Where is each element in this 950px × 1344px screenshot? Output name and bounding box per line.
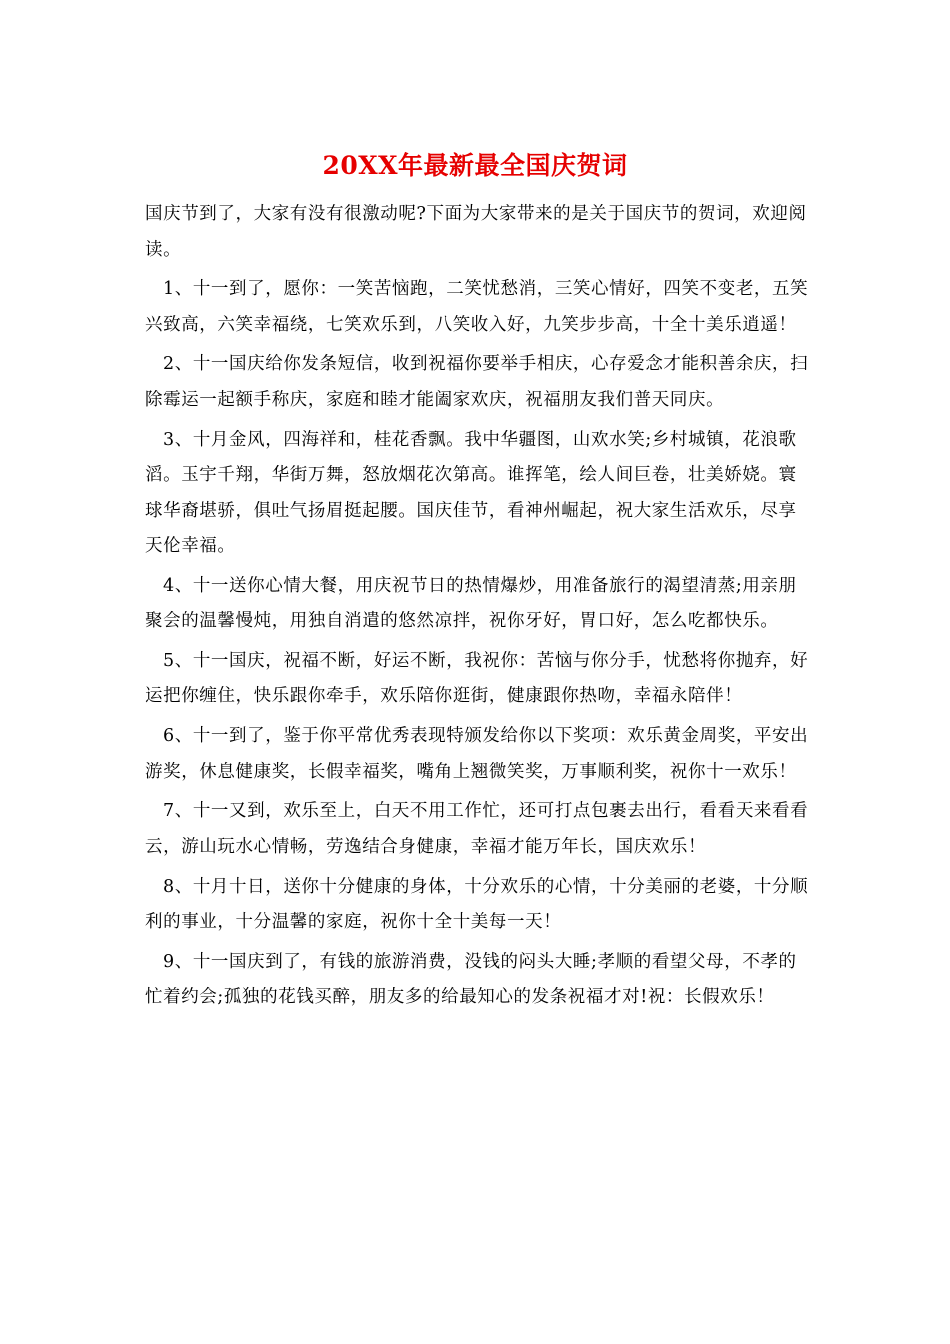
greeting-paragraph-8: 8、十月十日，送你十分健康的身体，十分欢乐的心情，十分美丽的老婆，十分顺利的事业，十分温馨的家庭，祝你十全十美每一天！ [145, 876, 809, 932]
greeting-paragraph-1: 1、十一到了，愿你：一笑苦恼跑，二笑忧愁消，三笑心情好，四笑不变老，五笑兴致高，六笑幸福绕，七笑欢乐到，八笑收入好，九笑步步高，十全十美乐逍遥！ [145, 279, 809, 335]
document-title: 20XX年最新最全国庆贺词 [322, 151, 628, 180]
document-body [145, 197, 813, 1020]
intro-paragraph: 国庆节到了，大家有没有很激动呢?下面为大家带来的是关于国庆节的贺词，欢迎阅读。 [145, 204, 807, 260]
greeting-paragraph-3: 3、十月金风，四海祥和，桂花香飘。我中华疆图，山欢水笑;乡村城镇，花浪歌滔。玉宇千翔，华街万舞，怒放烟花次第高。谁挥笔，绘人间巨卷，壮美娇娆。寰球华裔堪骄，俱吐气扬眉挺起腰。国庆佳节，看神州崛起，祝大家生活欢乐，尽享天伦幸福。 [145, 429, 797, 557]
greeting-paragraph-4: 4、十一送你心情大餐，用庆祝节日的热情爆炒，用准备旅行的渴望清蒸;用亲朋聚会的温馨慢炖，用独自消遣的悠然凉拌，祝你牙好，胃口好，怎么吃都快乐。 [145, 575, 797, 632]
greeting-paragraph-6: 6、十一到了，鉴于你平常优秀表现特颁发给你以下奖项：欢乐黄金周奖，平安出游奖，休息健康奖，长假幸福奖，嘴角上翘微笑奖，万事顺利奖，祝你十一欢乐！ [145, 726, 809, 782]
greeting-paragraph-2: 2、十一国庆给你发条短信，收到祝福你要举手相庆，心存爱念才能积善余庆，扫除霉运一起额手称庆，家庭和睦才能阖家欢庆，祝福朋友我们普天同庆。 [145, 354, 809, 410]
greeting-paragraph-7: 7、十一又到，欢乐至上，白天不用工作忙，还可打点包裹去出行，看看天来看看云，游山玩水心情畅，劳逸结合身健康，幸福才能万年长，国庆欢乐！ [145, 801, 809, 857]
greeting-paragraph-5: 5、十一国庆，祝福不断，好运不断，我祝你：苦恼与你分手，忧愁将你抛弃，好运把你缠住，快乐跟你牵手，欢乐陪你逛街，健康跟你热吻，幸福永陪伴！ [145, 650, 809, 707]
greeting-paragraph-9: 9、十一国庆到了，有钱的旅游消费，没钱的闷头大睡;孝顺的看望父母，不孝的忙着约会;孤独的花钱买醉，朋友多的给最知心的发条祝福才对!祝：长假欢乐！ [145, 951, 797, 1008]
